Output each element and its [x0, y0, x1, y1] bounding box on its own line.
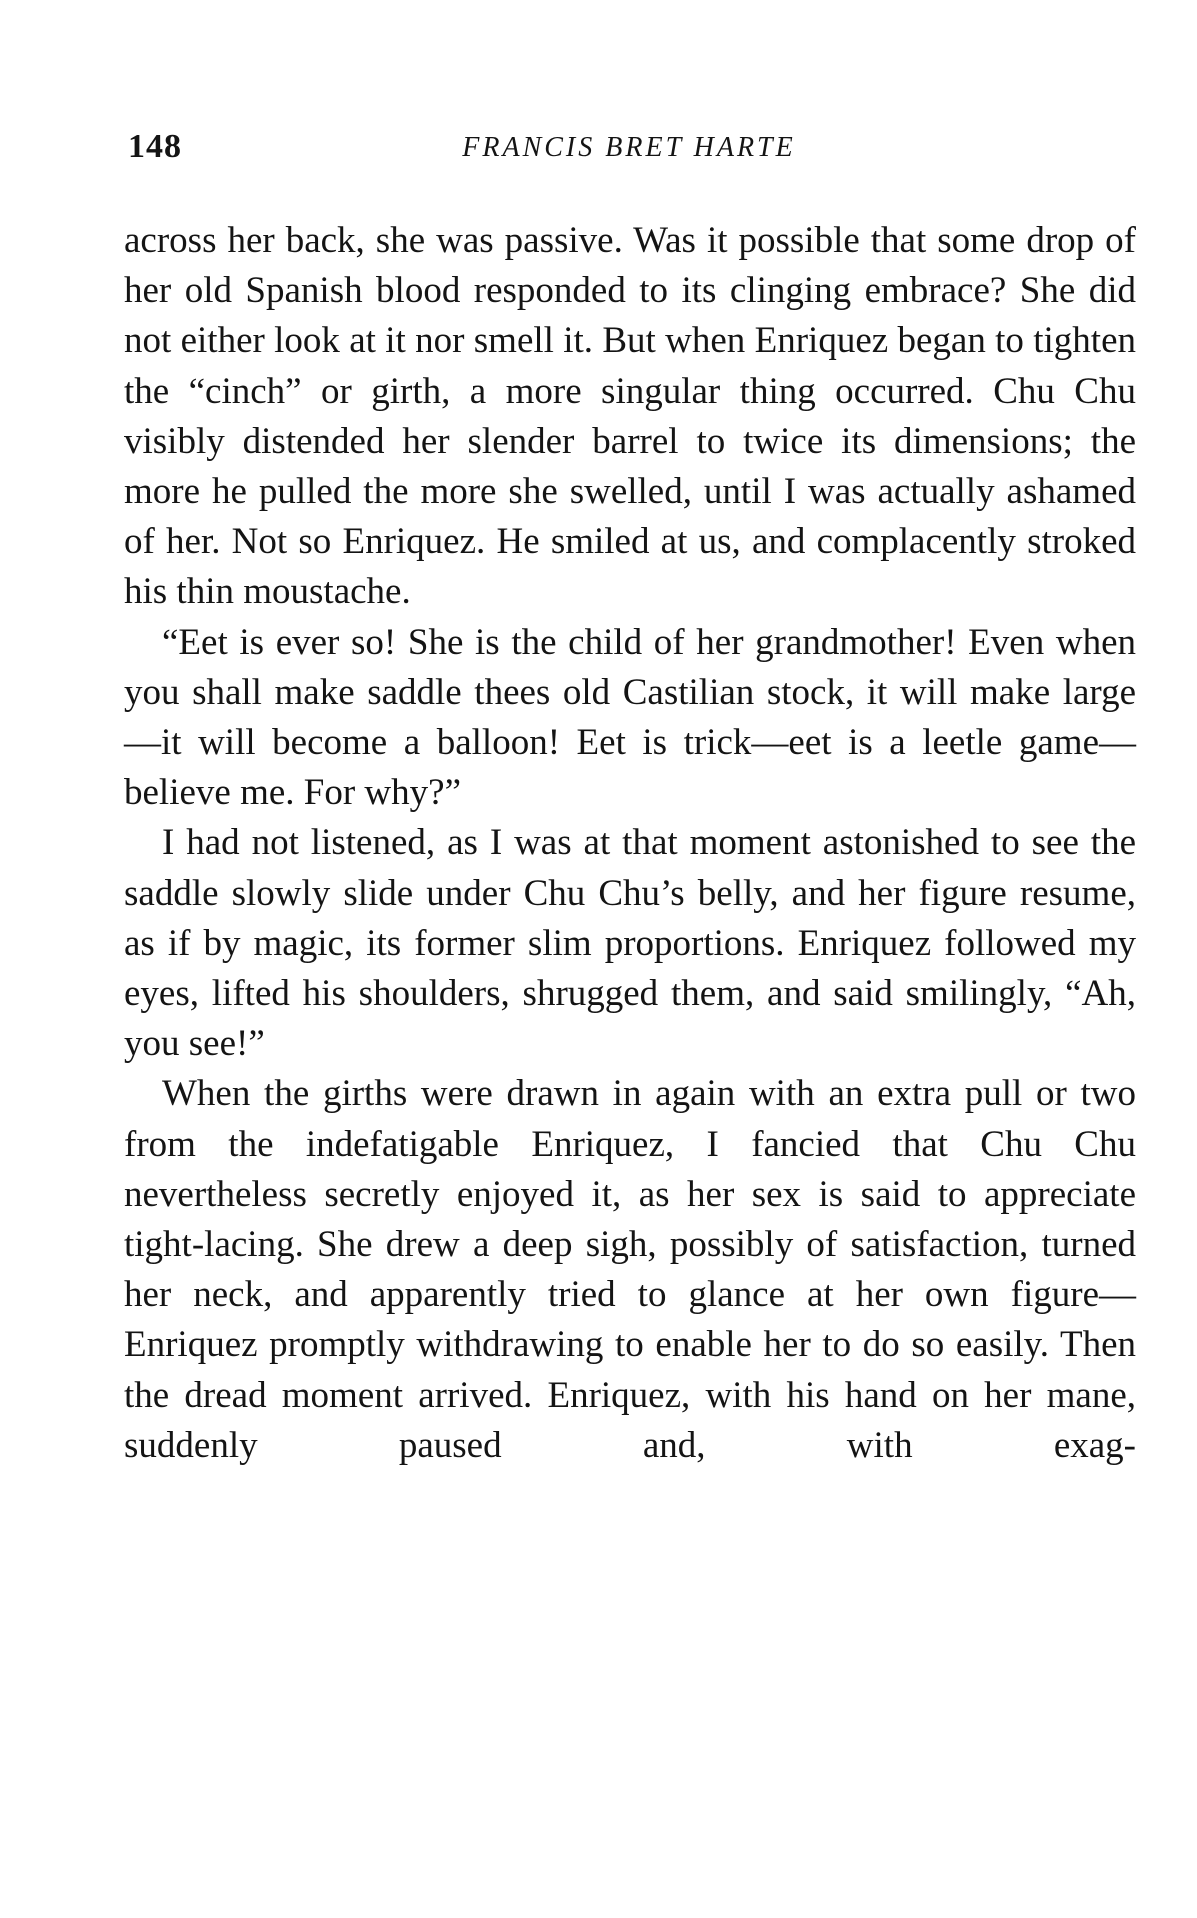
running-title: FRANCIS BRET HARTE [462, 132, 796, 163]
paragraph: “Eet is ever so! She is the child of her grandmother! Even when you shall make saddle thees old Castilian stock, it will make large—it will become a balloon! Eet is trick—eet is a leetle game—believe me. For why?” [124, 621, 1136, 814]
paragraph: When the girths were drawn in again with an extra pull or two from the indefatigable Enriquez, I fancied that Chu Chu nevertheless secretly enjoyed it, as her sex is said to appreciate tight-lacing. She drew a deep sigh, possibly of satisfaction, turned her neck, and apparently tried to glance at her own figure—Enriquez promptly withdrawing to enable her to do so easily. Then the dread moment arrived. Enriquez, with his hand on her mane, suddenly paused and, with exag- [124, 1073, 1136, 1466]
paragraph: across her back, she was passive. Was it possible that some drop of her old Spanish blood responded to its clinging embrace? She did not either look at it nor smell it. But when Enriquez began to tighten the “cinch” or girth, a more singular thing occurred. Chu Chu visibly distended her slender barrel to twice its dimensions; the more he pulled the more she swelled, until I was actually ashamed of her. Not so Enriquez. He smiled at us, and complacently stroked his thin moustache. [124, 220, 1136, 613]
body-text [124, 216, 1136, 1471]
page-number: 148 [128, 128, 182, 165]
page-header [124, 128, 1134, 172]
paragraph: I had not listened, as I was at that moment astonished to see the saddle slowly slide under Chu Chu’s belly, and her figure resume, as if by magic, its former slim proportions. Enriquez followed my eyes, lifted his shoulders, shrugged them, and said smilingly, “Ah, you see!” [124, 822, 1136, 1065]
